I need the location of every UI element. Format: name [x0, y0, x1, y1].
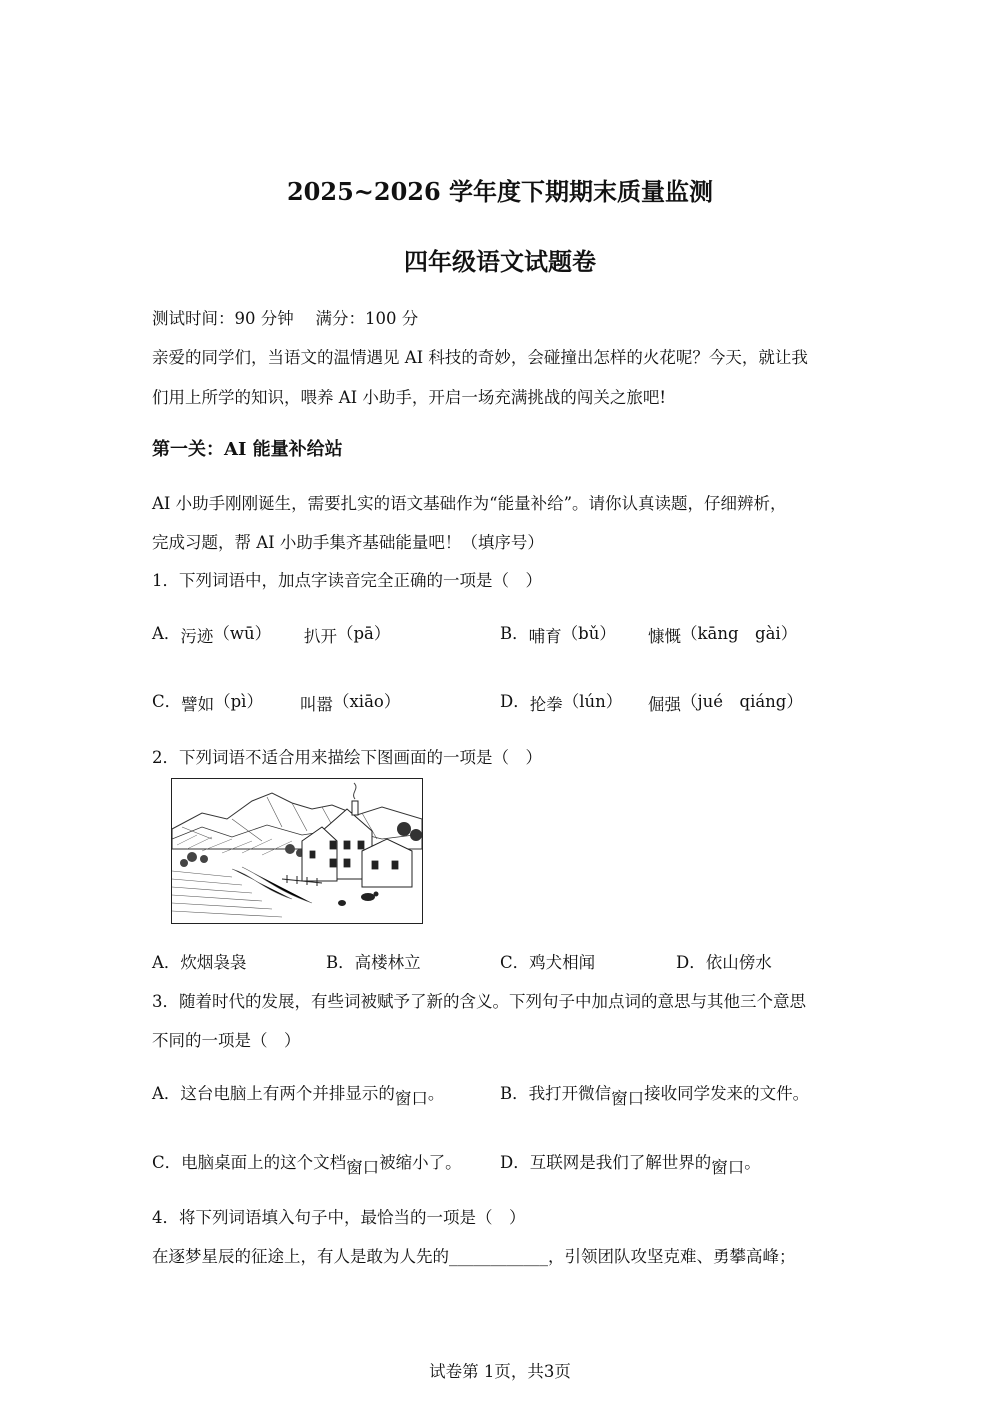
option-text-end: 被缩小了。: [379, 1153, 462, 1172]
q1-option-c-word2: [300, 688, 400, 715]
option-text: D．互联网是我们了解世界的: [500, 1153, 712, 1172]
q2-option-d[interactable]: D．依山傍水: [676, 953, 772, 972]
q2-option-b[interactable]: B．高楼林立: [326, 953, 421, 972]
page-footer: 试卷第 1页，共3页: [429, 1362, 571, 1381]
q4-sentence-end: ，引领团队攻坚克难、勇攀高峰；: [548, 1247, 796, 1266]
q1-option-b-word2: [648, 620, 797, 647]
q4-sentence-start: 在逐梦星辰的征途上，有人是敢为人先的: [152, 1247, 449, 1266]
option-text: C．电脑桌面上的这个文档: [152, 1153, 347, 1172]
q1-stem: 1．下列词语中，加点字读音完全正确的一项是（ ）: [152, 571, 542, 590]
q1-option-d[interactable]: [500, 688, 622, 715]
q2-stem: 2．下列词语不适合用来描绘下图画面的一项是（ ）: [152, 748, 542, 767]
q3-option-d[interactable]: [500, 1149, 761, 1178]
landscape-drawing: [172, 779, 422, 923]
q1-option-c[interactable]: [152, 688, 263, 715]
option-pinyin: （bǔ）: [561, 624, 616, 643]
option-text-end: 。: [427, 1084, 445, 1103]
q1-option-d-word2: [648, 688, 803, 715]
option-text: A．这台电脑上有两个并排显示的: [152, 1084, 395, 1103]
section-title: 第一关：AI 能量补给站: [152, 439, 343, 460]
option-pinyin: （wū）: [213, 624, 272, 643]
q4-stem: 4．将下列词语填入句子中，最恰当的一项是（ ）: [152, 1208, 526, 1227]
q1-option-a[interactable]: [152, 620, 271, 647]
intro-line-2: 们用上所学的知识，喂养 AI 小助手，开启一场充满挑战的闯关之旅吧!: [152, 388, 667, 407]
q4-answer-blank[interactable]: ____________: [449, 1247, 548, 1266]
option-word: 慷慨: [648, 627, 681, 646]
option-pinyin: （lún）: [562, 692, 623, 711]
option-pinyin: （jué qiáng）: [681, 692, 803, 711]
option-word: 扒开: [304, 627, 337, 646]
exam-title: 2025~2026 学年度下期期末质量监测: [286, 177, 714, 206]
q3-option-c[interactable]: [152, 1149, 462, 1178]
q3-stem-1: 3．随着时代的发展，有些词被赋予了新的含义。下列句子中加点词的意思与其他三个意思: [152, 992, 806, 1011]
option-label: D．: [500, 692, 530, 711]
exam-subtitle: 四年级语文试题卷: [404, 247, 596, 276]
option-word: 污迹: [180, 627, 214, 646]
dotted-word: 窗口: [394, 1089, 428, 1108]
q1-option-b[interactable]: [500, 620, 616, 647]
option-word: 叫嚣: [300, 695, 333, 714]
option-text: B．我打开微信: [500, 1084, 612, 1103]
q2-option-c[interactable]: C．鸡犬相闻: [500, 953, 596, 972]
option-pinyin: （xiāo）: [333, 692, 401, 711]
option-word: 哺育: [528, 627, 562, 646]
q4-sentence: [152, 1243, 796, 1267]
dotted-word: 窗口: [611, 1089, 645, 1108]
option-label: A．: [152, 624, 181, 643]
q2-option-a[interactable]: A．炊烟袅袅: [152, 953, 247, 972]
option-pinyin: （kāng gài）: [681, 624, 798, 643]
option-pinyin: （pā）: [337, 624, 391, 643]
option-label: B．: [500, 624, 529, 643]
village-landscape-illustration: [171, 778, 423, 924]
option-word: 譬如: [181, 695, 215, 714]
dotted-word: 窗口: [711, 1158, 745, 1177]
exam-info: 测试时间：90 分钟 满分：100 分: [152, 309, 419, 328]
dotted-word: 窗口: [346, 1158, 380, 1177]
q3-stem-2: 不同的一项是（ ）: [152, 1031, 301, 1050]
q1-option-a-word2: [304, 620, 390, 647]
option-label: C．: [152, 692, 182, 711]
section-desc-1: AI 小助手刚刚诞生，需要扎实的语文基础作为“能量补给”。请你认真读题，仔细辨析，: [152, 494, 787, 513]
q3-option-b[interactable]: [500, 1080, 809, 1109]
option-text-end: 接收同学发来的文件。: [644, 1084, 810, 1103]
q3-option-a[interactable]: [152, 1080, 444, 1109]
option-word: 抡拳: [529, 695, 563, 714]
option-word: 倔强: [648, 695, 681, 714]
section-desc-2: 完成习题，帮 AI 小助手集齐基础能量吧！（填序号）: [152, 533, 544, 552]
option-text-end: 。: [744, 1153, 761, 1172]
option-pinyin: （pì）: [214, 692, 263, 711]
intro-line-1: 亲爱的同学们，当语文的温情遇见 AI 科技的奇妙，会碰撞出怎样的火花呢？今天，就让我: [152, 348, 808, 367]
